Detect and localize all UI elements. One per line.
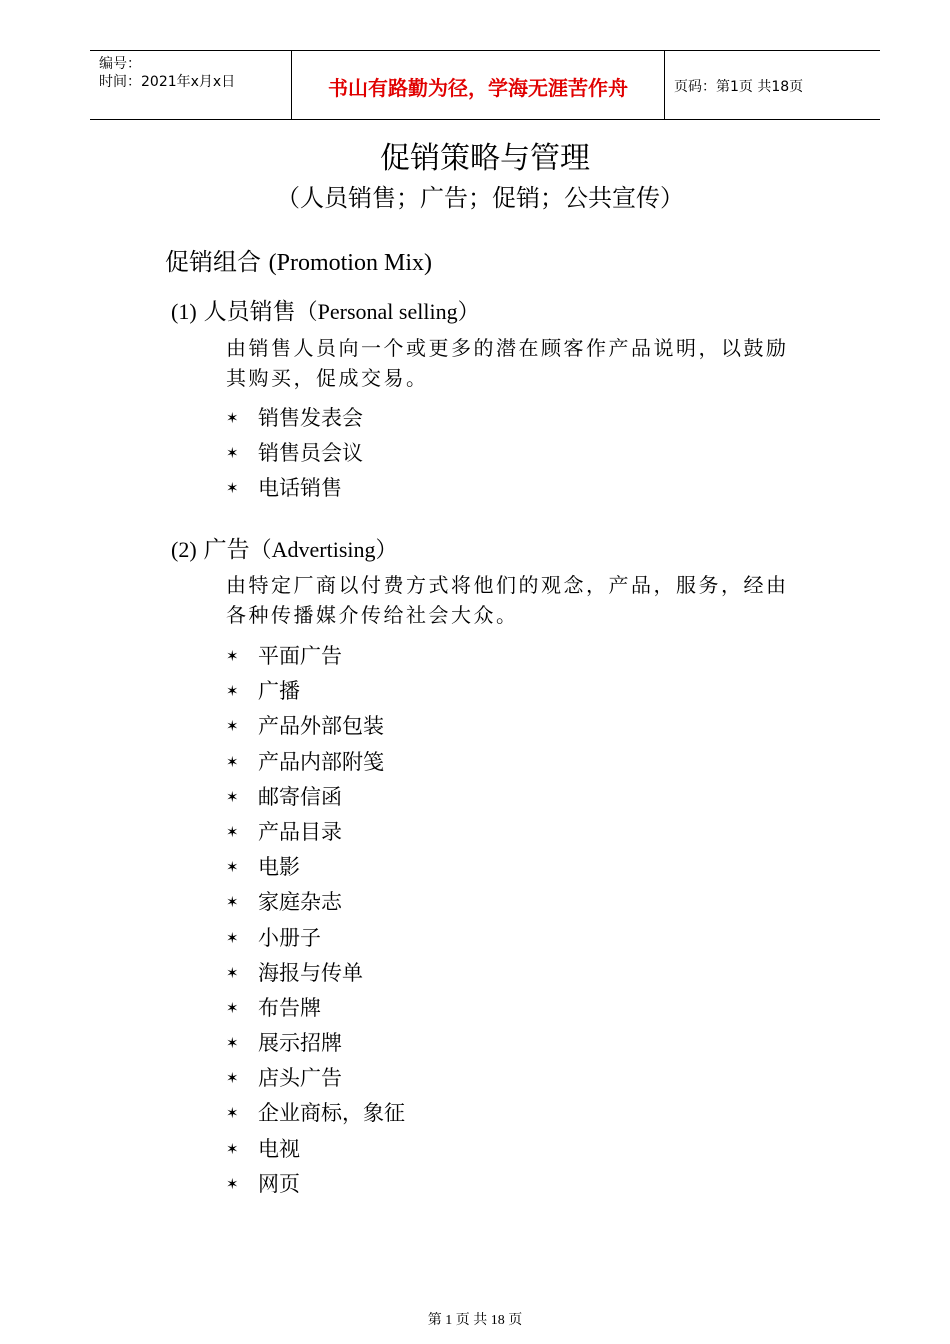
section-heading-cn: 促销组合 <box>165 248 261 276</box>
bullet-item <box>226 885 405 920</box>
star-bullet-icon: ✶ <box>226 1034 239 1053</box>
bullet-item-label: 店头广告 <box>258 1066 342 1091</box>
bullet-item-label: 平面广告 <box>258 644 342 668</box>
star-bullet-icon: ✶ <box>226 444 239 463</box>
bullet-item <box>226 639 405 674</box>
star-bullet-icon: ✶ <box>226 717 239 736</box>
bullet-item <box>226 1061 405 1096</box>
header-page-info: 页码：第1页 共18页 <box>674 79 804 95</box>
advertising-heading-cn: 广告 <box>203 537 250 563</box>
bullet-item-label: 小册子 <box>258 925 321 950</box>
advertising-description: 由特定厂商以付费方式将他们的观念，产品，服务，经由各种传播媒介传给社会大众。 <box>226 573 789 627</box>
bullet-item <box>226 780 405 815</box>
personal-selling-description: 由销售人员向一个或更多的潜在顾客作产品说明，以鼓励其购买，促成交易。 <box>226 336 789 390</box>
bullet-item-label: 广播 <box>258 679 300 704</box>
page-subtitle: （人员销售；广告；促销；公共宣传） <box>276 184 684 212</box>
bullet-item-label: 网页 <box>258 1171 300 1196</box>
star-bullet-icon: ✶ <box>226 647 239 665</box>
bullet-item-label: 电视 <box>258 1136 300 1161</box>
motto-text: 书山有路勤为径，学海无涯苦作舟 <box>328 76 628 100</box>
bullet-item-label: 产品外部包装 <box>258 714 384 739</box>
bullet-item <box>226 709 405 744</box>
star-bullet-icon: ✶ <box>226 1104 239 1123</box>
bullet-item <box>226 1167 405 1202</box>
bullet-item <box>226 815 405 850</box>
advertising-number: (2) <box>171 537 197 562</box>
star-bullet-icon: ✶ <box>226 682 239 701</box>
page-footer: 第 1 页 共 18 页 <box>427 1313 523 1328</box>
header-motto-cell <box>292 51 665 119</box>
star-bullet-icon: ✶ <box>226 1174 239 1193</box>
bullet-item-label: 销售发表会 <box>258 406 363 430</box>
star-bullet-icon: ✶ <box>226 1139 239 1158</box>
section-heading <box>165 246 432 279</box>
personal-selling-list <box>226 401 363 507</box>
bullet-item-label: 销售员会议 <box>258 441 363 466</box>
bullet-item-label: 电影 <box>258 855 300 880</box>
section-heading-en: (Promotion Mix) <box>268 250 432 276</box>
personal-selling-number: (1) <box>171 299 197 324</box>
bullet-item-label: 家庭杂志 <box>258 890 342 915</box>
star-bullet-icon: ✶ <box>226 1069 239 1088</box>
bullet-item <box>226 1096 405 1131</box>
header-page-cell <box>665 51 880 119</box>
document-header <box>90 50 880 120</box>
bullet-item <box>226 745 405 780</box>
document-time-label: 时间：2021年x月x日 <box>99 74 236 90</box>
star-bullet-icon: ✶ <box>226 752 239 771</box>
star-bullet-icon: ✶ <box>226 787 239 806</box>
bullet-item <box>226 674 405 709</box>
advertising-list <box>226 639 405 1202</box>
bullet-item-label: 电话销售 <box>258 476 342 501</box>
page-title: 促销策略与管理 <box>380 141 590 176</box>
personal-selling-heading-cn: 人员销售 <box>203 299 296 325</box>
personal-selling-heading-en: （Personal selling） <box>295 299 480 324</box>
header-meta-cell <box>90 51 292 119</box>
bullet-item-label: 产品目录 <box>258 819 342 844</box>
bullet-item <box>226 436 363 471</box>
bullet-item <box>226 1026 405 1061</box>
bullet-item <box>226 401 363 436</box>
star-bullet-icon: ✶ <box>226 928 239 947</box>
star-bullet-icon: ✶ <box>226 963 239 982</box>
star-bullet-icon: ✶ <box>226 822 239 841</box>
star-bullet-icon: ✶ <box>226 893 239 912</box>
bullet-item <box>226 921 405 956</box>
bullet-item <box>226 1132 405 1167</box>
bullet-item <box>226 991 405 1026</box>
document-number-label: 编号： <box>99 56 141 72</box>
advertising-heading <box>171 535 398 566</box>
star-bullet-icon: ✶ <box>226 479 239 498</box>
bullet-item <box>226 850 405 885</box>
bullet-item-label: 邮寄信函 <box>258 784 342 809</box>
bullet-item-label: 产品内部附笺 <box>258 749 384 774</box>
bullet-item <box>226 471 363 506</box>
bullet-item-label: 展示招牌 <box>258 1031 342 1056</box>
star-bullet-icon: ✶ <box>226 409 239 427</box>
bullet-item <box>226 956 405 991</box>
bullet-item-label: 海报与传单 <box>258 960 363 985</box>
bullet-item-label: 布告牌 <box>258 995 321 1020</box>
advertising-heading-en: （Advertising） <box>249 537 398 562</box>
personal-selling-heading <box>171 297 480 328</box>
star-bullet-icon: ✶ <box>226 998 239 1017</box>
bullet-item-label: 企业商标，象征 <box>258 1101 405 1126</box>
star-bullet-icon: ✶ <box>226 858 239 877</box>
